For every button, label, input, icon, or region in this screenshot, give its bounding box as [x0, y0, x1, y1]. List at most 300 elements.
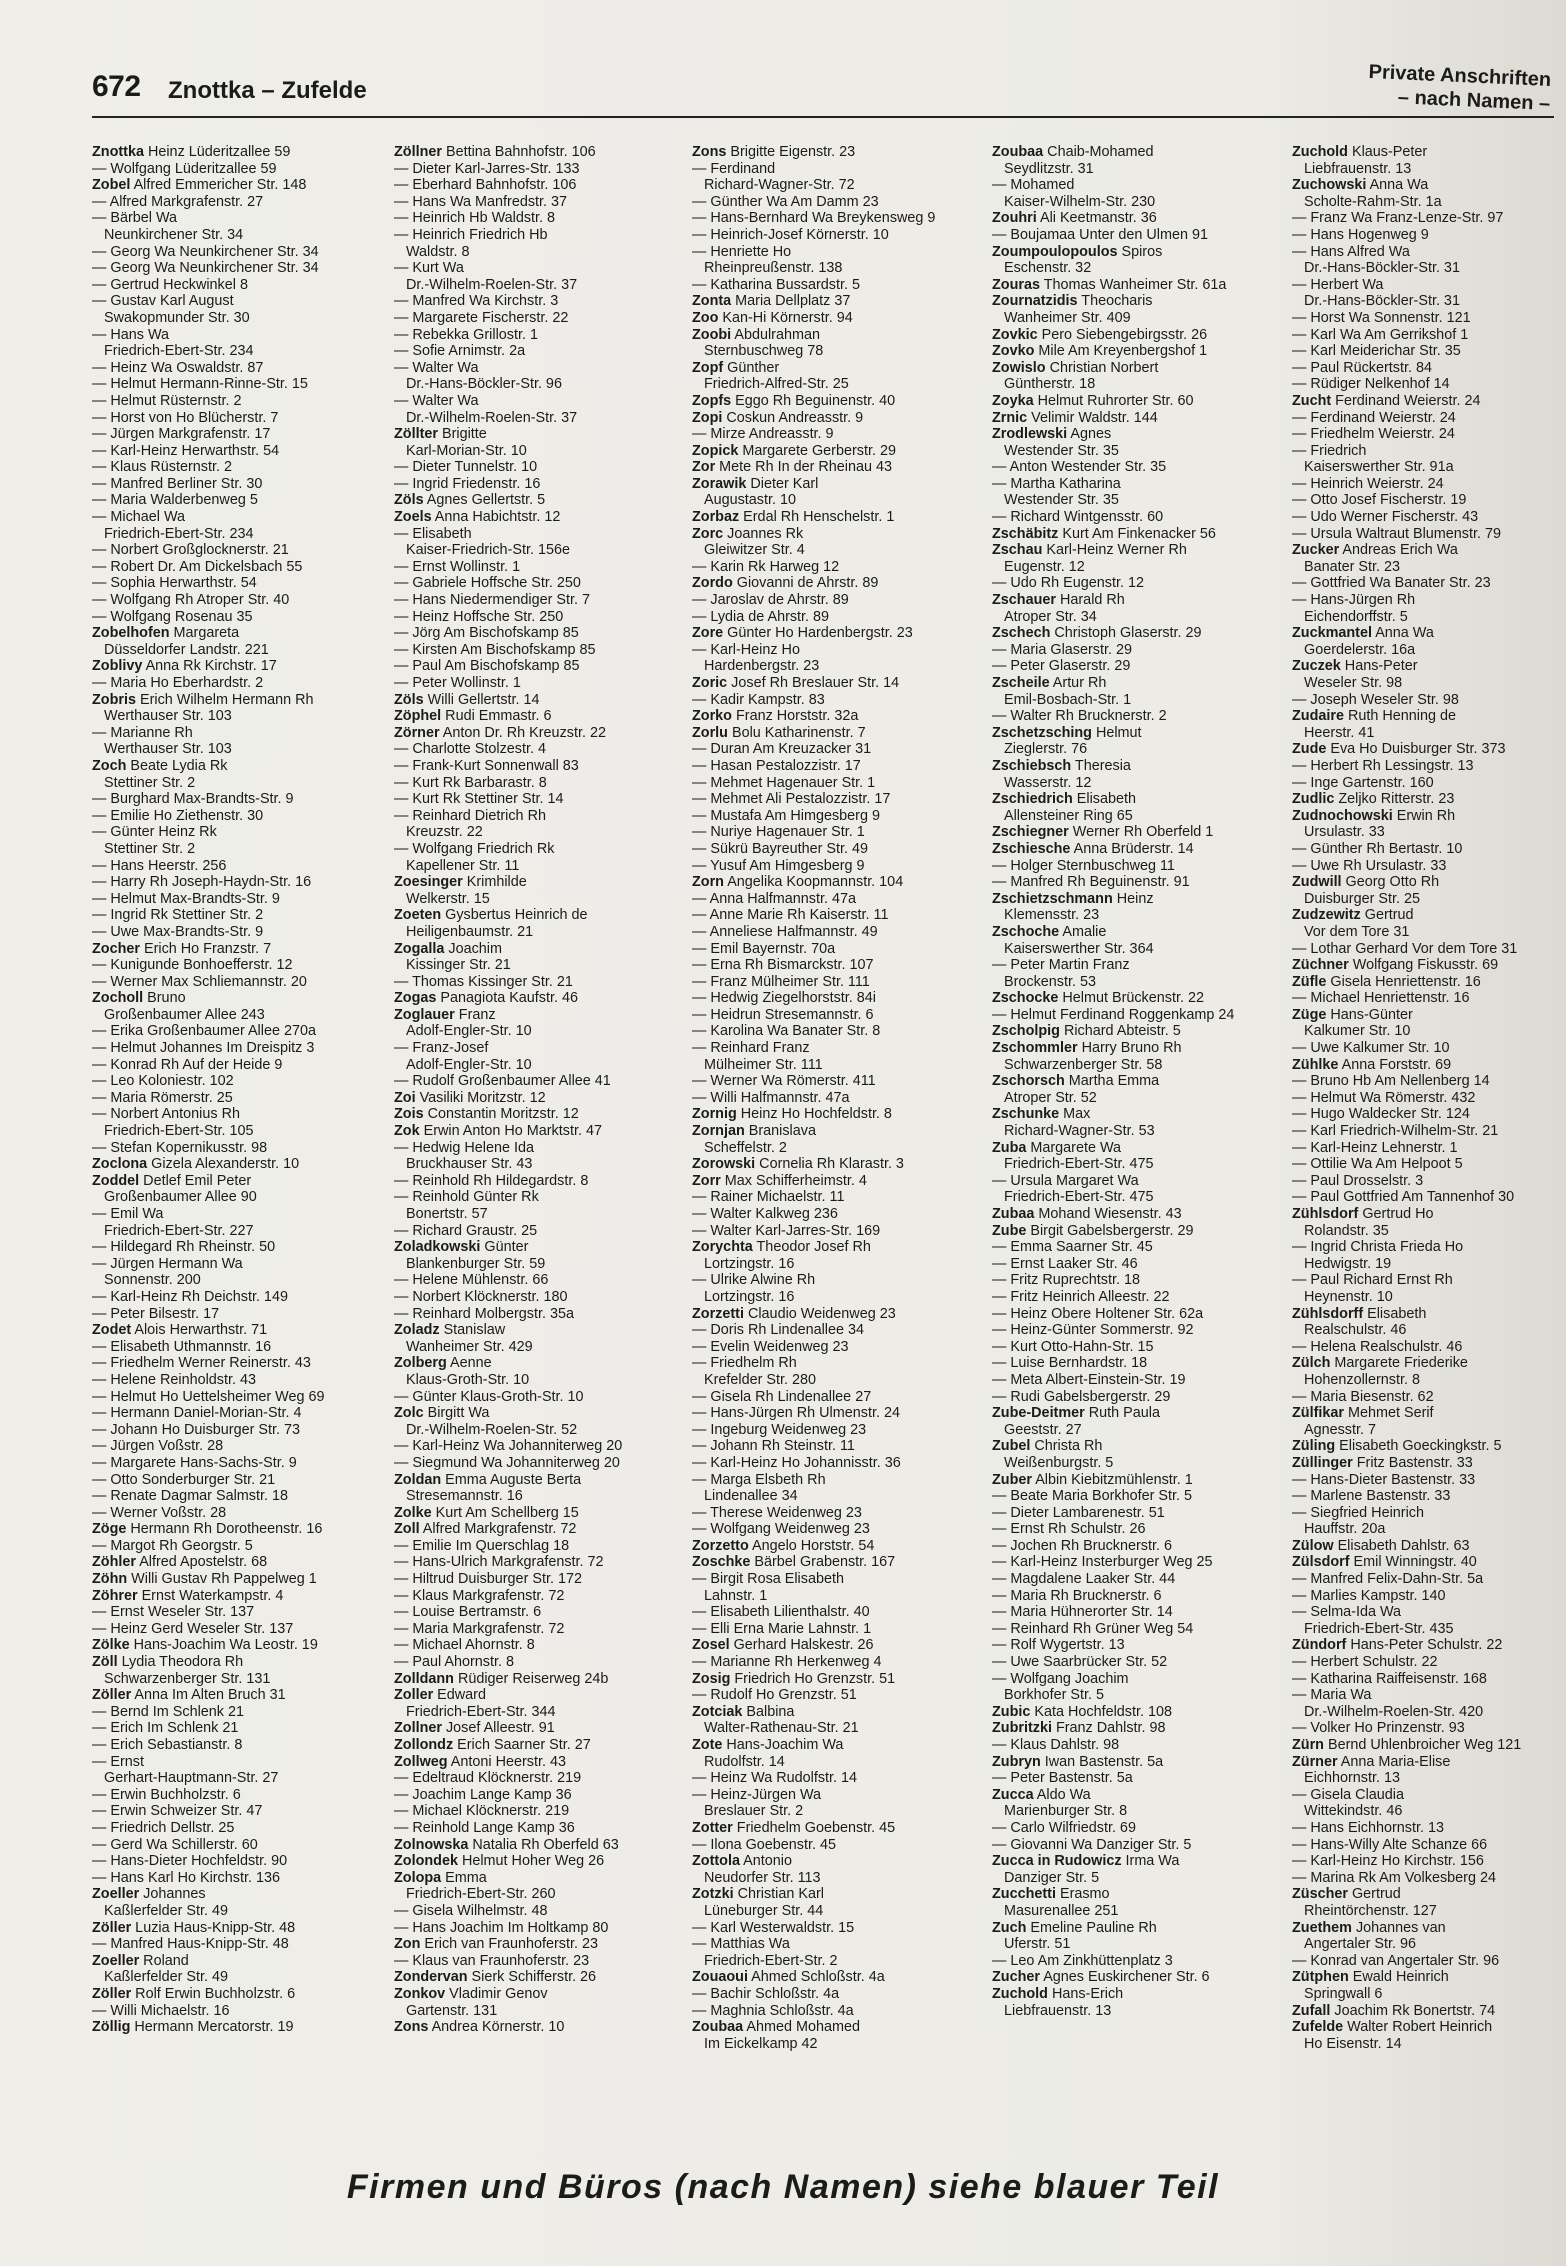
- entry-surname: Zorlu: [692, 724, 728, 741]
- directory-entry: — Bernd Im Schlenk 21: [92, 1703, 244, 1720]
- directory-entry: Westender Str. 35: [1004, 492, 1119, 509]
- entry-surname: Zouaoui: [692, 1969, 748, 1986]
- directory-entry: — Manfred Berliner Str. 30: [92, 475, 263, 492]
- directory-entry: — Paul Drosselstr. 3: [1292, 1172, 1424, 1189]
- directory-entry: Zons Brigitte Eigenstr. 23: [692, 144, 856, 160]
- directory-entry: Richard-Wagner-Str. 72: [704, 177, 855, 194]
- directory-entry: Friedrich-Ebert-Str. 475: [1004, 1156, 1154, 1173]
- entry-surname: Zubic: [992, 1703, 1031, 1720]
- entry-surname: Zondervan: [394, 1969, 468, 1986]
- directory-entry: — Georg Wa Neunkirchener Str. 34: [92, 260, 319, 277]
- directory-entry: — Karl Friedrich-Wilhelm-Str. 21: [1292, 1123, 1499, 1140]
- entry-surname: Zoric: [692, 675, 728, 691]
- directory-entry: Zolc Birgitt Wa: [394, 1405, 490, 1422]
- directory-entry: — Peter Glaserstr. 29: [992, 658, 1131, 675]
- directory-entry: — Richard Graustr. 25: [394, 1222, 538, 1239]
- entry-surname: Zubel: [992, 1438, 1031, 1455]
- directory-entry: Zoesinger Krimhilde: [394, 874, 527, 891]
- entry-surname: Zosig: [692, 1670, 731, 1687]
- entry-surname: Zoladz: [394, 1322, 440, 1339]
- directory-entry: — Fritz Heinrich Alleestr. 22: [992, 1288, 1170, 1305]
- directory-entry: Zorowski Cornelia Rh Klarastr. 3: [692, 1156, 904, 1173]
- directory-entry: — Ernst Rh Schulstr. 26: [992, 1521, 1146, 1538]
- entry-surname: Zoesinger: [394, 874, 463, 891]
- directory-entry: Zuckmantel Anna Wa: [1292, 625, 1434, 642]
- directory-entry: Zscholpig Richard Abteistr. 5: [992, 1023, 1181, 1040]
- entry-surname: Zouras: [992, 276, 1040, 293]
- directory-entry: — Emma Saarner Str. 45: [992, 1239, 1153, 1256]
- directory-entry: Im Eickelkamp 42: [704, 2035, 818, 2052]
- directory-entry: Zühlke Anna Forststr. 69: [1292, 1056, 1452, 1073]
- directory-entry: — Thomas Kissinger Str. 21: [394, 973, 573, 990]
- directory-entry: Zude Eva Ho Duisburger Str. 373: [1292, 741, 1506, 758]
- entry-surname: Zschietzschmann: [992, 890, 1113, 907]
- directory-entry: — Werner Voßstr. 28: [92, 1504, 227, 1521]
- directory-entry: Bonertstr. 57: [406, 1206, 488, 1222]
- directory-entry: — Maghnia Schloßstr. 4a: [692, 2002, 854, 2019]
- directory-entry: — Beate Maria Borkhofer Str. 5: [992, 1488, 1192, 1505]
- directory-entry: Züllinger Fritz Bastenstr. 33: [1292, 1454, 1473, 1471]
- entry-surname: Zühlke: [1292, 1056, 1339, 1073]
- directory-entry: Wanheimer Str. 409: [1004, 309, 1131, 326]
- directory-entry: Allensteiner Ring 65: [1004, 807, 1133, 824]
- directory-entry: Wasserstr. 12: [1004, 774, 1092, 791]
- directory-entry: — Reinhold Lange Kamp 36: [394, 1819, 575, 1836]
- entry-surname: Zornjan: [692, 1123, 745, 1140]
- directory-entry: Zorr Max Schifferheimstr. 4: [692, 1172, 867, 1189]
- directory-entry: — Gisela Claudia: [1292, 1786, 1404, 1803]
- entry-surname: Zudnochowski: [1292, 807, 1393, 824]
- directory-entry: — Hans Alfred Wa: [1292, 243, 1410, 260]
- directory-entry: Walter-Rathenau-Str. 21: [704, 1720, 859, 1737]
- directory-entry: Mülheimer Str. 111: [704, 1056, 823, 1073]
- directory-entry: Sonnenstr. 200: [104, 1272, 201, 1289]
- directory-entry: Bruckhauser Str. 43: [406, 1156, 533, 1173]
- entry-surname: Zscheile: [992, 675, 1050, 691]
- directory-entry: — Hiltrud Duisburger Str. 172: [394, 1571, 582, 1588]
- entry-surname: Zolnowska: [394, 1836, 469, 1853]
- entry-surname: Zoumpoulopoulos: [992, 243, 1118, 260]
- directory-entry: — Maria Römerstr. 25: [92, 1089, 233, 1106]
- directory-entry: Zosel Gerhard Halskestr. 26: [692, 1637, 874, 1654]
- directory-entry: Friedrich-Ebert-Str. 2: [704, 1952, 838, 1969]
- entry-surname: Zöller: [92, 1687, 132, 1704]
- directory-entry: — Manfred Rh Beguinenstr. 91: [992, 874, 1190, 891]
- entry-surname: Zühlsdorf: [1292, 1206, 1359, 1222]
- directory-entry: Dr.-Wilhelm-Roelen-Str. 52: [406, 1421, 578, 1438]
- entry-surname: Zorowski: [692, 1156, 756, 1173]
- directory-entry: Vor dem Tore 31: [1304, 923, 1410, 940]
- entry-surname: Zöhn: [92, 1571, 128, 1588]
- entry-surname: Züllinger: [1292, 1454, 1353, 1471]
- directory-entry: — Gisela Wilhelmstr. 48: [394, 1902, 548, 1919]
- entry-surname: Zotciak: [692, 1703, 743, 1720]
- directory-entry: — Marga Elsbeth Rh: [692, 1471, 826, 1488]
- directory-entry: Dr.-Hans-Böckler-Str. 31: [1304, 293, 1460, 310]
- directory-entry: Zoeller Johannes: [92, 1886, 206, 1903]
- entry-surname: Zuchowski: [1292, 177, 1367, 194]
- directory-entry: — Heinz Wa Oswaldstr. 87: [92, 359, 264, 376]
- directory-entry: — Ernst: [92, 1753, 144, 1770]
- directory-entry: — Hans-Dieter Hochfeldstr. 90: [92, 1853, 288, 1870]
- directory-entry: Zöphel Rudi Emmastr. 6: [394, 708, 552, 725]
- directory-entry: — Wolfgang Lüderitzallee 59: [92, 160, 277, 177]
- directory-entry: Emil-Bosbach-Str. 1: [1004, 691, 1132, 708]
- directory-entry: — Karl-Heinz Lehnerstr. 1: [1292, 1139, 1458, 1156]
- directory-entry: Ho Eisenstr. 14: [1304, 2035, 1402, 2052]
- directory-entry: Dr.-Hans-Böckler-Str. 96: [406, 376, 562, 393]
- directory-entry: — Ferdinand Weierstr. 24: [1292, 409, 1456, 426]
- directory-entry: — Manfred Wa Kirchstr. 3: [394, 293, 559, 310]
- directory-entry: Rheinpreußenstr. 138: [704, 260, 843, 277]
- directory-entry: — Anna Halfmannstr. 47a: [692, 890, 856, 907]
- directory-entry: — Matthias Wa: [692, 1936, 790, 1953]
- directory-entry: Heerstr. 41: [1304, 724, 1375, 741]
- directory-entry: Zoller Edward: [394, 1687, 486, 1704]
- directory-entry: — Elisabeth: [394, 525, 472, 542]
- directory-entry: Rheintörchenstr. 127: [1304, 1902, 1437, 1919]
- directory-entry: — Harry Rh Joseph-Haydn-Str. 16: [92, 874, 312, 891]
- directory-entry: — Paul Gottfried Am Tannenhof 30: [1292, 1189, 1515, 1206]
- entry-surname: Zoll: [394, 1521, 420, 1538]
- directory-column-4: [992, 144, 1292, 2154]
- entry-surname: Zoobi: [692, 326, 732, 343]
- directory-entry: — Holger Sternbuschweg 11: [992, 857, 1175, 874]
- directory-entry: — Leo Koloniestr. 102: [92, 1073, 234, 1090]
- directory-entry: — Helene Mühlenstr. 66: [394, 1272, 549, 1289]
- directory-entry: Realschulstr. 46: [1304, 1322, 1407, 1339]
- directory-entry: Zournatzidis Theocharis: [992, 293, 1153, 310]
- entry-surname: Zütphen: [1292, 1969, 1349, 1986]
- entry-surname: Zöllner: [394, 144, 442, 160]
- directory-entry: — Hildegard Rh Rheinstr. 50: [92, 1239, 276, 1256]
- entry-surname: Zube: [992, 1222, 1027, 1239]
- entry-surname: Zoddel: [92, 1172, 140, 1189]
- directory-entry: Agnesstr. 7: [1304, 1421, 1376, 1438]
- entry-surname: Zschiedrich: [992, 791, 1073, 808]
- directory-entry: — Walter Wa: [394, 392, 479, 409]
- entry-surname: Zülow: [1292, 1537, 1334, 1554]
- entry-surname: Zorzetti: [692, 1305, 744, 1322]
- directory-entry: Zufelde Walter Robert Heinrich: [1292, 2019, 1493, 2036]
- directory-entry: — Gottfried Wa Banater Str. 23: [1292, 575, 1491, 592]
- entry-surname: Züge: [1292, 1006, 1327, 1023]
- directory-entry: Zubryn Iwan Bastenstr. 5a: [992, 1753, 1164, 1770]
- directory-entry: Zschorsch Martha Emma: [992, 1073, 1160, 1090]
- directory-entry: Gartenstr. 131: [406, 2002, 498, 2019]
- directory-entry: — Elisabeth Lilienthalstr. 40: [692, 1604, 870, 1621]
- directory-entry: — Klaus Dahlstr. 98: [992, 1737, 1120, 1753]
- directory-entry: Zoddel Detlef Emil Peter: [92, 1172, 252, 1189]
- directory-entry: — Emil Bayernstr. 70a: [692, 940, 836, 957]
- directory-entry: Zschetzsching Helmut: [992, 724, 1142, 741]
- entry-surname: Zufelde: [1292, 2019, 1344, 2036]
- directory-entry: — Karl-Heinz Ho Kirchstr. 156: [1292, 1853, 1484, 1870]
- directory-entry: Weißenburgstr. 5: [1004, 1454, 1114, 1471]
- entry-surname: Zöhler: [92, 1554, 136, 1571]
- directory-entry: — Manfred Haus-Knipp-Str. 48: [92, 1936, 289, 1953]
- directory-entry: Liebfrauenstr. 13: [1004, 2002, 1112, 2019]
- entry-surname: Zoschke: [692, 1554, 751, 1571]
- directory-entry: Richard-Wagner-Str. 53: [1004, 1123, 1155, 1140]
- directory-entry: — Ilona Goebenstr. 45: [692, 1836, 836, 1853]
- entry-surname: Zocholl: [92, 990, 144, 1007]
- directory-entry: Zrodlewski Agnes: [992, 426, 1112, 443]
- directory-entry: — Leo Am Zinkhüttenplatz 3: [992, 1952, 1173, 1969]
- directory-entry: Stettiner Str. 2: [104, 840, 196, 857]
- directory-entry: Zschiebsch Theresia: [992, 757, 1131, 774]
- directory-entry: Zorawik Dieter Karl: [692, 475, 819, 492]
- entry-surname: Zuczek: [1292, 658, 1341, 675]
- directory-entry: Zschäbitz Kurt Am Finkenacker 56: [992, 525, 1216, 542]
- directory-entry: — Bärbel Wa: [92, 210, 178, 227]
- directory-entry: — Wolfgang Weidenweg 23: [692, 1521, 870, 1538]
- directory-entry: — Helmut Max-Brandts-Str. 9: [92, 890, 280, 907]
- entry-surname: Zoladkowski: [394, 1239, 481, 1256]
- directory-entry: — Ernst Laaker Str. 46: [992, 1255, 1138, 1272]
- directory-entry: — Katharina Raiffeisenstr. 168: [1292, 1670, 1487, 1687]
- directory-entry: — Georg Wa Neunkirchener Str. 34: [92, 243, 319, 260]
- entry-surname: Zolke: [394, 1504, 432, 1521]
- directory-entry: Kaßlerfelder Str. 49: [104, 1969, 228, 1986]
- directory-entry: Lüneburger Str. 44: [704, 1902, 824, 1919]
- directory-entry: — Helmut Ferdinand Roggenkamp 24: [992, 1006, 1235, 1023]
- directory-entry: Zöge Hermann Rh Dorotheenstr. 16: [92, 1521, 323, 1538]
- directory-entry: Zovko Mile Am Kreyenbergshof 1: [992, 343, 1208, 360]
- entry-surname: Zucchetti: [992, 1886, 1056, 1903]
- directory-entry: — Ursula Margaret Wa: [992, 1172, 1139, 1189]
- directory-entry: Geeststr. 27: [1004, 1421, 1082, 1438]
- directory-entry: — Hans-Ulrich Markgrafenstr. 72: [394, 1554, 604, 1571]
- entry-surname: Zopick: [692, 442, 739, 459]
- directory-entry: Züling Elisabeth Goeckingkstr. 5: [1292, 1438, 1502, 1455]
- directory-entry: — Meta Albert-Einstein-Str. 19: [992, 1371, 1186, 1388]
- directory-entry: — Duran Am Kreuzacker 31: [692, 741, 872, 758]
- entry-surname: Zoblivy: [92, 658, 143, 675]
- directory-entry: — Walter Karl-Jarres-Str. 169: [692, 1222, 881, 1239]
- directory-entry: Zoumpoulopoulos Spiros: [992, 243, 1163, 260]
- directory-entry: — Helmut Johannes Im Dreispitz 3: [92, 1040, 315, 1057]
- directory-entry: Zschiedrich Elisabeth: [992, 791, 1136, 808]
- entry-surname: Zorawik: [692, 475, 747, 492]
- directory-entry: Zudzewitz Gertrud: [1292, 907, 1414, 924]
- directory-entry: — Mehmet Ali Pestalozzistr. 17: [692, 791, 891, 808]
- directory-entry: — Helmut Rüsternstr. 2: [92, 392, 242, 409]
- entry-surname: Zubritzki: [992, 1720, 1052, 1737]
- entry-surname: Zube-Deitmer: [992, 1405, 1085, 1422]
- directory-entry: Zuch Emeline Pauline Rh: [992, 1919, 1157, 1936]
- entry-surname: Zschiebsch: [992, 757, 1072, 774]
- directory-entry: — Selma-Ida Wa: [1292, 1604, 1402, 1621]
- entry-surname: Zucht: [1292, 392, 1332, 409]
- directory-entry: — Yusuf Am Himgesberg 9: [692, 857, 865, 874]
- directory-entry: Weseler Str. 98: [1304, 675, 1403, 691]
- directory-entry: — Manfred Felix-Dahn-Str. 5a: [1292, 1571, 1484, 1588]
- entry-surname: Zopi: [692, 409, 723, 426]
- directory-entry: — Maria Rh Brucknerstr. 6: [992, 1587, 1162, 1604]
- directory-entry: — Klaus Rüsternstr. 2: [92, 459, 232, 476]
- entry-surname: Zöge: [92, 1521, 127, 1538]
- directory-entry: — Erwin Buchholzstr. 6: [92, 1786, 241, 1803]
- directory-entry: Zopick Margarete Gerberstr. 29: [692, 442, 896, 459]
- entry-surname: Zöphel: [394, 708, 442, 725]
- directory-entry: — Giovanni Wa Danziger Str. 5: [992, 1836, 1192, 1853]
- directory-entry: Züfle Gisela Henriettenstr. 16: [1292, 973, 1481, 990]
- entry-surname: Zorychta: [692, 1239, 753, 1256]
- entry-surname: Zrnic: [992, 409, 1028, 426]
- directory-entry: — Erwin Schweizer Str. 47: [92, 1803, 263, 1820]
- directory-entry: — Luise Bernhardstr. 18: [992, 1355, 1148, 1372]
- directory-entry: Danziger Str. 5: [1004, 1869, 1100, 1886]
- entry-surname: Zogalla: [394, 940, 445, 957]
- directory-entry: — Marina Rk Am Volkesberg 24: [1292, 1869, 1496, 1886]
- page-title: Znottka – Zufelde: [168, 77, 367, 104]
- directory-entry: — Stefan Kopernikusstr. 98: [92, 1139, 268, 1156]
- directory-entry: Zudwill Georg Otto Rh: [1292, 874, 1440, 891]
- directory-entry: — Günther Wa Am Damm 23: [692, 193, 879, 210]
- entry-surname: Zschoche: [992, 923, 1060, 940]
- directory-entry: Friedrich-Ebert-Str. 105: [104, 1123, 254, 1140]
- directory-entry: Hauffstr. 20a: [1304, 1521, 1386, 1538]
- directory-entry: — Katharina Bussardstr. 5: [692, 276, 860, 293]
- directory-entry: — Heinrich-Josef Körnerstr. 10: [692, 226, 889, 243]
- directory-entry: Zotciak Balbina: [692, 1703, 795, 1720]
- directory-entry: — Gerd Wa Schillerstr. 60: [92, 1836, 258, 1853]
- directory-entry: Zülfikar Mehmet Serif: [1292, 1405, 1434, 1422]
- directory-entry: Eichendorffstr. 5: [1304, 608, 1408, 625]
- directory-entry: Hardenbergstr. 23: [704, 658, 820, 675]
- directory-entry: Zorychta Theodor Josef Rh: [692, 1239, 871, 1256]
- directory-entry: Heynenstr. 10: [1304, 1288, 1393, 1305]
- directory-entry: Zordo Giovanni de Ahrstr. 89: [692, 575, 879, 592]
- directory-entry: Welkerstr. 15: [406, 890, 490, 907]
- directory-entry: — Hans-Jürgen Rh Ulmenstr. 24: [692, 1405, 900, 1422]
- entry-surname: Zrodlewski: [992, 426, 1068, 443]
- directory-entry: — Jörg Am Bischofskamp 85: [394, 625, 579, 642]
- directory-entry: Zorzetti Claudio Weidenweg 23: [692, 1305, 896, 1322]
- entry-surname: Zorn: [692, 874, 724, 891]
- entry-surname: Zülsdorf: [1292, 1554, 1350, 1571]
- directory-entry: Uferstr. 51: [1004, 1936, 1071, 1953]
- directory-entry: — Edeltraud Klöcknerstr. 219: [394, 1770, 582, 1787]
- directory-entry: — Paul Ahornstr. 8: [394, 1654, 514, 1671]
- directory-entry: — Horst Wa Sonnenstr. 121: [1292, 309, 1471, 326]
- entry-surname: Zöllter: [394, 426, 438, 443]
- directory-entry: — Werner Max Schliemannstr. 20: [92, 973, 307, 990]
- entry-surname: Zottola: [692, 1853, 740, 1870]
- directory-entry: — Franz Mülheimer Str. 111: [692, 973, 870, 990]
- directory-entry: — Heinrich Hb Waldstr. 8: [394, 210, 556, 227]
- directory-entry: Friedrich-Ebert-Str. 227: [104, 1222, 254, 1239]
- directory-entry: Zolondek Helmut Hoher Weg 26: [394, 1853, 605, 1870]
- directory-entry: Zschiesche Anna Brüderstr. 14: [992, 840, 1194, 857]
- entry-surname: Zoubaa: [692, 2019, 744, 2036]
- directory-entry: — Ernst Weseler Str. 137: [92, 1604, 255, 1621]
- directory-entry: Breslauer Str. 2: [704, 1803, 804, 1820]
- directory-entry: — Friedrich Dellstr. 25: [92, 1819, 235, 1836]
- directory-entry: — Werner Wa Römerstr. 411: [692, 1073, 876, 1090]
- entry-surname: Zschiegner: [992, 824, 1069, 841]
- entry-surname: Zöhrer: [92, 1587, 138, 1604]
- directory-entry: — Erika Großenbaumer Allee 270a: [92, 1023, 316, 1040]
- directory-entry: — Burghard Max-Brandts-Str. 9: [92, 791, 294, 808]
- directory-entry: — Ingrid Christa Frieda Ho: [1292, 1239, 1464, 1256]
- directory-entry: Friedrich-Alfred-Str. 25: [704, 376, 849, 393]
- directory-entry: Zudlic Zeljko Ritterstr. 23: [1292, 791, 1455, 808]
- directory-entry: Dr.-Hans-Böckler-Str. 31: [1304, 260, 1460, 277]
- directory-entry: Zoeller Roland: [92, 1952, 189, 1969]
- directory-entry: — Erna Rh Bismarckstr. 107: [692, 957, 874, 974]
- entry-surname: Zoeller: [92, 1886, 140, 1903]
- directory-entry: — Konrad van Angertaler Str. 96: [1292, 1952, 1500, 1969]
- directory-entry: Zoyka Helmut Ruhrorter Str. 60: [992, 392, 1194, 409]
- directory-entry: — Karl-Heinz Insterburger Weg 25: [992, 1554, 1213, 1571]
- directory-entry: — Karl Wa Am Gerrikshof 1: [1292, 326, 1469, 343]
- directory-entry: — Magdalene Laaker Str. 44: [992, 1571, 1176, 1588]
- directory-entry: — Anton Westender Str. 35: [992, 459, 1167, 476]
- directory-entry: Zogalla Joachim: [394, 940, 502, 957]
- directory-entry: — Karl Westerwaldstr. 15: [692, 1919, 855, 1936]
- directory-entry: Friedrich-Ebert-Str. 234: [104, 343, 254, 360]
- directory-entry: — Birgit Rosa Elisabeth: [692, 1571, 844, 1588]
- directory-entry: — Fritz Ruprechtstr. 18: [992, 1272, 1140, 1289]
- directory-entry: Zülch Margarete Friederike: [1292, 1355, 1468, 1372]
- directory-entry: Güntherstr. 18: [1004, 376, 1096, 393]
- directory-entry: — Walter Rh Brucknerstr. 2: [992, 708, 1167, 725]
- section-title: Private Anschriften: [1368, 61, 1552, 91]
- entry-surname: Zschommler: [992, 1040, 1078, 1057]
- directory-entry: — Dieter Tunnelstr. 10: [394, 459, 538, 476]
- directory-entry: Zorlu Bolu Katharinenstr. 7: [692, 724, 866, 741]
- entry-surname: Zorko: [692, 708, 732, 725]
- directory-entry: — Friedhelm Werner Reinerstr. 43: [92, 1355, 311, 1372]
- directory-entry: Zodet Alois Herwarthstr. 71: [92, 1322, 268, 1339]
- directory-entry: Zoll Alfred Markgrafenstr. 72: [394, 1521, 577, 1538]
- directory-entry: — Robert Dr. Am Dickelsbach 55: [92, 558, 303, 575]
- directory-entry: Zornig Heinz Ho Hochfeldstr. 8: [692, 1106, 892, 1123]
- directory-entry: Znottka Heinz Lüderitzallee 59: [92, 144, 291, 160]
- entry-surname: Zollondz: [394, 1737, 454, 1753]
- directory-entry: Zocholl Bruno: [92, 990, 186, 1007]
- directory-entry: Zosig Friedrich Ho Grenzstr. 51: [692, 1670, 896, 1687]
- directory-entry: — Peter Bastenstr. 5a: [992, 1770, 1133, 1787]
- directory-entry: Zörner Anton Dr. Rh Kreuzstr. 22: [394, 724, 606, 741]
- directory-entry: — Marianne Rh: [92, 724, 193, 741]
- directory-entry: — Frank-Kurt Sonnenwall 83: [394, 757, 579, 774]
- directory-entry: Zschiegner Werner Rh Oberfeld 1: [992, 824, 1214, 841]
- directory-entry: — Kirsten Am Bischofskamp 85: [394, 641, 596, 658]
- directory-entry: Züge Hans-Günter: [1292, 1006, 1413, 1023]
- directory-entry: — Maria Markgrafenstr. 72: [394, 1620, 565, 1637]
- entry-surname: Zois: [394, 1106, 424, 1123]
- directory-entry: — Friedhelm Weierstr. 24: [1292, 426, 1455, 443]
- directory-entry: — Dieter Lambarenestr. 51: [992, 1504, 1165, 1521]
- directory-entry: Zoladz Stanislaw: [394, 1322, 506, 1339]
- entry-surname: Zocher: [92, 940, 140, 957]
- entry-surname: Zournatzidis: [992, 293, 1078, 310]
- directory-entry: Zülow Elisabeth Dahlstr. 63: [1292, 1537, 1470, 1554]
- entry-surname: Zobelhofen: [92, 625, 170, 642]
- directory-entry: Lindenallee 34: [704, 1488, 798, 1505]
- directory-column-1: [92, 144, 377, 2154]
- directory-entry: — Joseph Weseler Str. 98: [1292, 691, 1459, 708]
- entry-surname: Zöller: [92, 1919, 132, 1936]
- directory-entry: Springwall 6: [1304, 1985, 1383, 2002]
- directory-entry: Gerhart-Hauptmann-Str. 27: [104, 1770, 279, 1787]
- entry-surname: Zorc: [692, 525, 724, 542]
- directory-entry: — Rudolf Ho Grenzstr. 51: [692, 1687, 857, 1704]
- directory-entry: — Günther Rh Bertastr. 10: [1292, 840, 1463, 857]
